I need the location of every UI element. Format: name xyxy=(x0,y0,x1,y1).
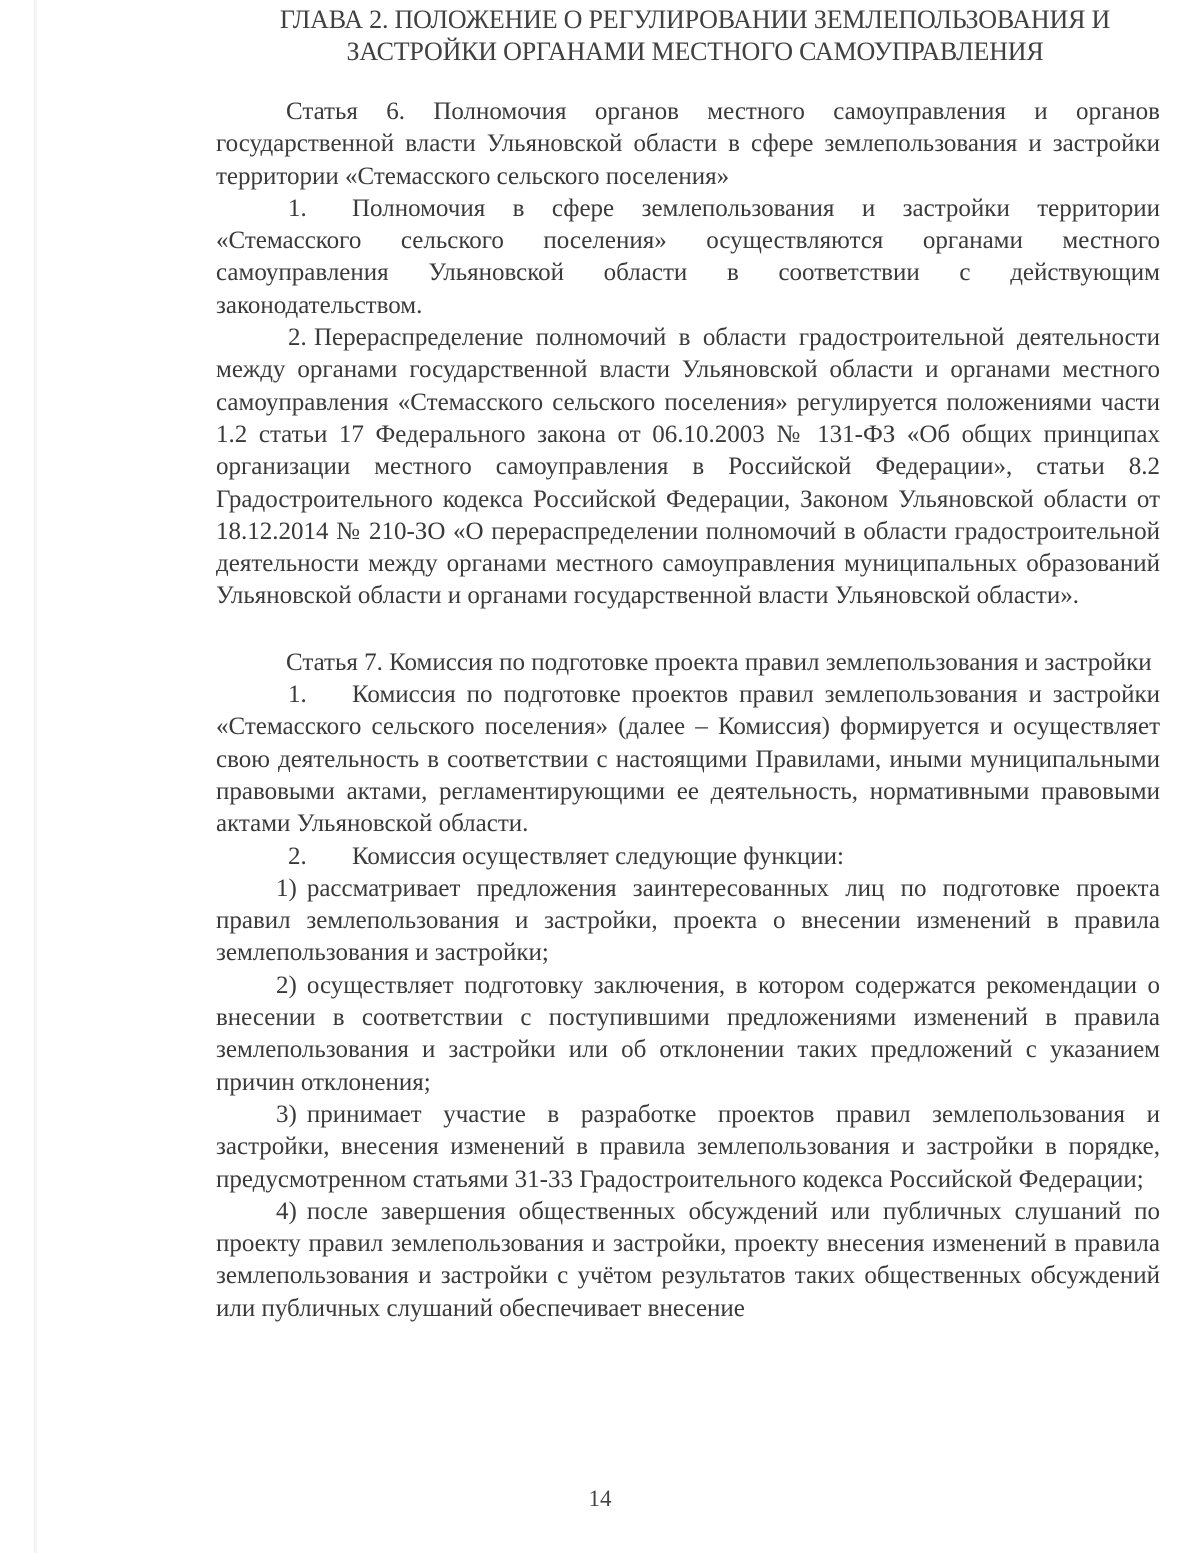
function-4 xyxy=(216,1196,1160,1325)
item-number: 2. xyxy=(288,324,307,352)
scan-edge xyxy=(34,0,37,1553)
article-7-paragraph-1 xyxy=(216,679,1160,840)
document-body xyxy=(216,96,1160,1325)
function-text: рассматривает предложения заинтересованных лиц по подготовке проекта правил землепользования и застройки, проекта о внесении изменений в правила землепользования и застройки; xyxy=(216,874,1160,967)
function-2 xyxy=(216,970,1160,1099)
item-number: 1. xyxy=(288,681,307,709)
function-number: 3) xyxy=(276,1100,297,1128)
item-text: Полномочия в сфере землепользования и застройки территории «Стемасского сельского поселения» осуществляются органами местного самоуправления Ульяновской области в соответствии с действующим законодательством. xyxy=(216,194,1160,319)
chapter-heading xyxy=(210,4,1180,68)
item-text: Перераспределение полномочий в области градостроительной деятельности между органами государственной власти Ульяновской области и органами местного самоуправления «Стемасского сельского поселения» регулируется положениями части 1.2 статьи 17 Федерального закона от 06.10.2003 № 131-ФЗ «Об общих принципах организации местного самоуправления в Российской Федерации», статьи 8.2 Градостроительного кодекса Российской Федерации, Законом Ульяновской области от 18.12.2014 № 210-ЗО «О перераспределении полномочий в области градостроительной деятельности между органами местного самоуправления муниципальных образований Ульяновской области и органами государственной власти Ульяновской области». xyxy=(216,324,1160,610)
item-text: Комиссия осуществляет следующие функции: xyxy=(352,842,844,870)
function-text: принимает участие в разработке проектов правил землепользования и застройки, внесения изменений в правила землепользования и застройки в порядке, предусмотренном статьями 31-33 Градостроительного кодекса Российской Федерации; xyxy=(216,1100,1160,1193)
item-number: 1. xyxy=(288,194,307,222)
article-6-paragraph-2 xyxy=(216,322,1160,613)
article-7-title: Статья 7. Комиссия по подготовке проекта правил землепользования и застройки xyxy=(286,648,1152,676)
chapter-heading-line-1: ГЛАВА 2. ПОЛОЖЕНИЕ О РЕГУЛИРОВАНИИ ЗЕМЛЕПОЛЬЗОВАНИЯ И xyxy=(279,5,1111,34)
page-number: 14 xyxy=(588,1486,612,1511)
function-text: осуществляет подготовку заключения, в котором содержатся рекомендации о внесении в соответствии с поступившими предложениями изменений в правила землепользования и застройки или об отклонении таких предложений с указанием причин отклонения; xyxy=(216,971,1160,1096)
article-6-paragraph-1 xyxy=(216,193,1160,322)
function-number: 2) xyxy=(276,971,297,999)
item-text: Комиссия по подготовке проектов правил землепользования и застройки «Стемасского сельского поселения» (далее – Комиссия) формируется и осуществляет свою деятельность в соответствии с настоящими Правилами, иными муниципальными правовыми актами, регламентирующими ее деятельность, нормативными правовыми актами Ульяновской области. xyxy=(216,681,1160,838)
article-6-title: Статья 6. Полномочия органов местного самоуправления и органов государственной власти Ульяновской области в сфере землепользования и застройки территории «Стемасского сельского поселения» xyxy=(216,98,1160,190)
function-number: 1) xyxy=(276,874,297,902)
function-text: после завершения общественных обсуждений или публичных слушаний по проекту правил землепользования и застройки, проекту внесения изменений в правила землепользования и застройки с учётом результатов таких общественных обсуждений или публичных слушаний обеспечивает внесение xyxy=(216,1197,1160,1322)
chapter-heading-line-2: ЗАСТРОЙКИ ОРГАНАМИ МЕСТНОГО САМОУПРАВЛЕНИЯ xyxy=(346,37,1044,66)
item-number: 2. xyxy=(288,842,307,870)
article-7-paragraph-2 xyxy=(216,841,1160,873)
function-3 xyxy=(216,1099,1160,1196)
function-number: 4) xyxy=(276,1197,297,1225)
function-1 xyxy=(216,873,1160,970)
